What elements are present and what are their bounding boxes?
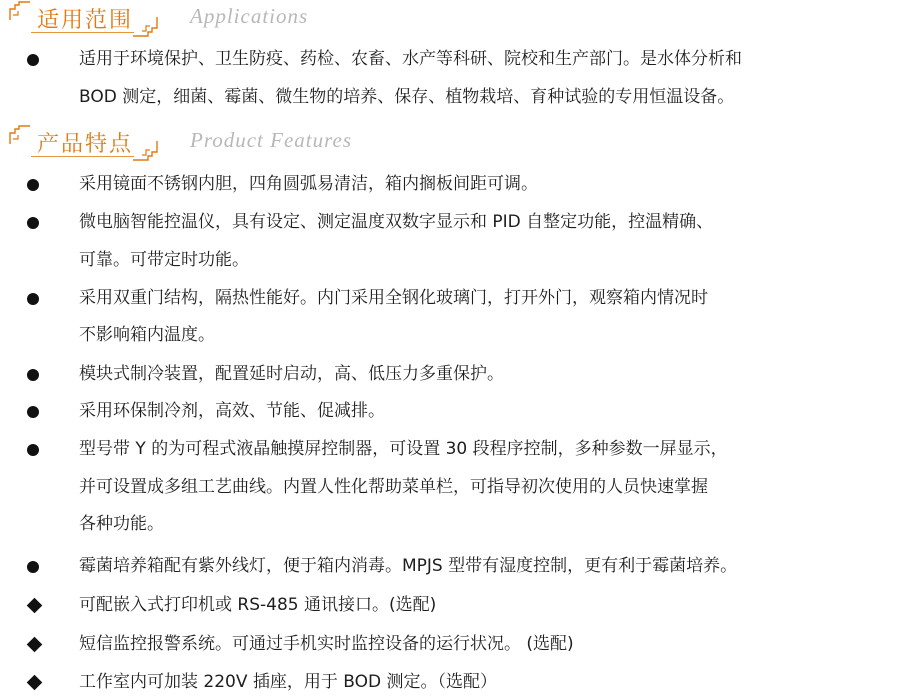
item-line: 适用于环境保护、卫生防疫、药检、农畜、水产等科研、院校和生产部门。是水体分析和 [79,49,742,69]
bullet-dot-icon [27,406,39,418]
item-line: 微电脑智能控温仪，具有设定、测定温度双数字显示和 PID 自整定功能，控温精确、 [79,212,714,232]
item-line: 采用镜面不锈钢内胆，四角圆弧易清洁，箱内搁板间距可调。 [79,174,538,194]
item-line: 模块式制冷装置，配置延时启动，高、低压力多重保护。 [79,364,504,384]
bullet-diamond-icon [27,675,43,691]
tag-underline [31,156,134,157]
bullet-dot-icon [27,444,39,456]
tag-underline [31,32,134,33]
corner-ornament-icon [132,15,158,37]
item-line: BOD 测定，细菌、霉菌、微生物的培养、保存、植物栽培、育种试验的专用恒温设备。 [79,87,735,107]
features-header [0,124,900,162]
bullet-dot-icon [27,369,39,381]
features-tag [9,125,140,159]
item-line: 各种功能。 [79,514,164,534]
bullet-dot-icon [27,561,39,573]
item-line: 采用环保制冷剂，高效、节能、促减排。 [79,401,385,421]
item-line: 采用双重门结构，隔热性能好。内门采用全钢化玻璃门，打开外门，观察箱内情况时 [79,288,708,308]
item-line: 短信监控报警系统。可通过手机实时监控设备的运行状况。 (选配) [79,634,574,654]
features-title: 产品特点 [37,131,134,157]
item-line: 可靠。可带定时功能。 [79,250,249,270]
bullet-dot-icon [27,179,39,191]
corner-ornament-icon [132,139,158,161]
item-line: 并可设置成多组工艺曲线。内置人性化帮助菜单栏，可指导初次使用的人员快速掌握 [79,477,708,497]
bullet-diamond-icon [27,637,43,653]
bullet-dot-icon [27,293,39,305]
bullet-dot-icon [27,217,39,229]
applications-tag [9,1,140,35]
bullet-diamond-icon [27,598,43,614]
corner-ornament-icon [9,1,31,21]
applications-title-en: Applications [190,4,309,28]
item-line: 霉菌培养箱配有紫外线灯，便于箱内消毒。MPJS 型带有湿度控制，更有利于霉菌培养。 [79,556,738,576]
bullet-dot-icon [27,54,39,66]
features-title-en: Product Features [190,128,352,152]
corner-ornament-icon [9,125,31,145]
item-line: 可配嵌入式打印机或 RS-485 通讯接口。(选配) [79,595,437,615]
item-line: 型号带 Y 的为可程式液晶触摸屏控制器，可设置 30 段程序控制，多种参数一屏显示， [79,439,728,459]
item-line: 不影响箱内温度。 [79,325,215,345]
item-line: 工作室内可加装 220V 插座，用于 BOD 测定。（选配） [79,672,498,692]
applications-title: 适用范围 [37,7,134,33]
applications-header [0,0,900,38]
